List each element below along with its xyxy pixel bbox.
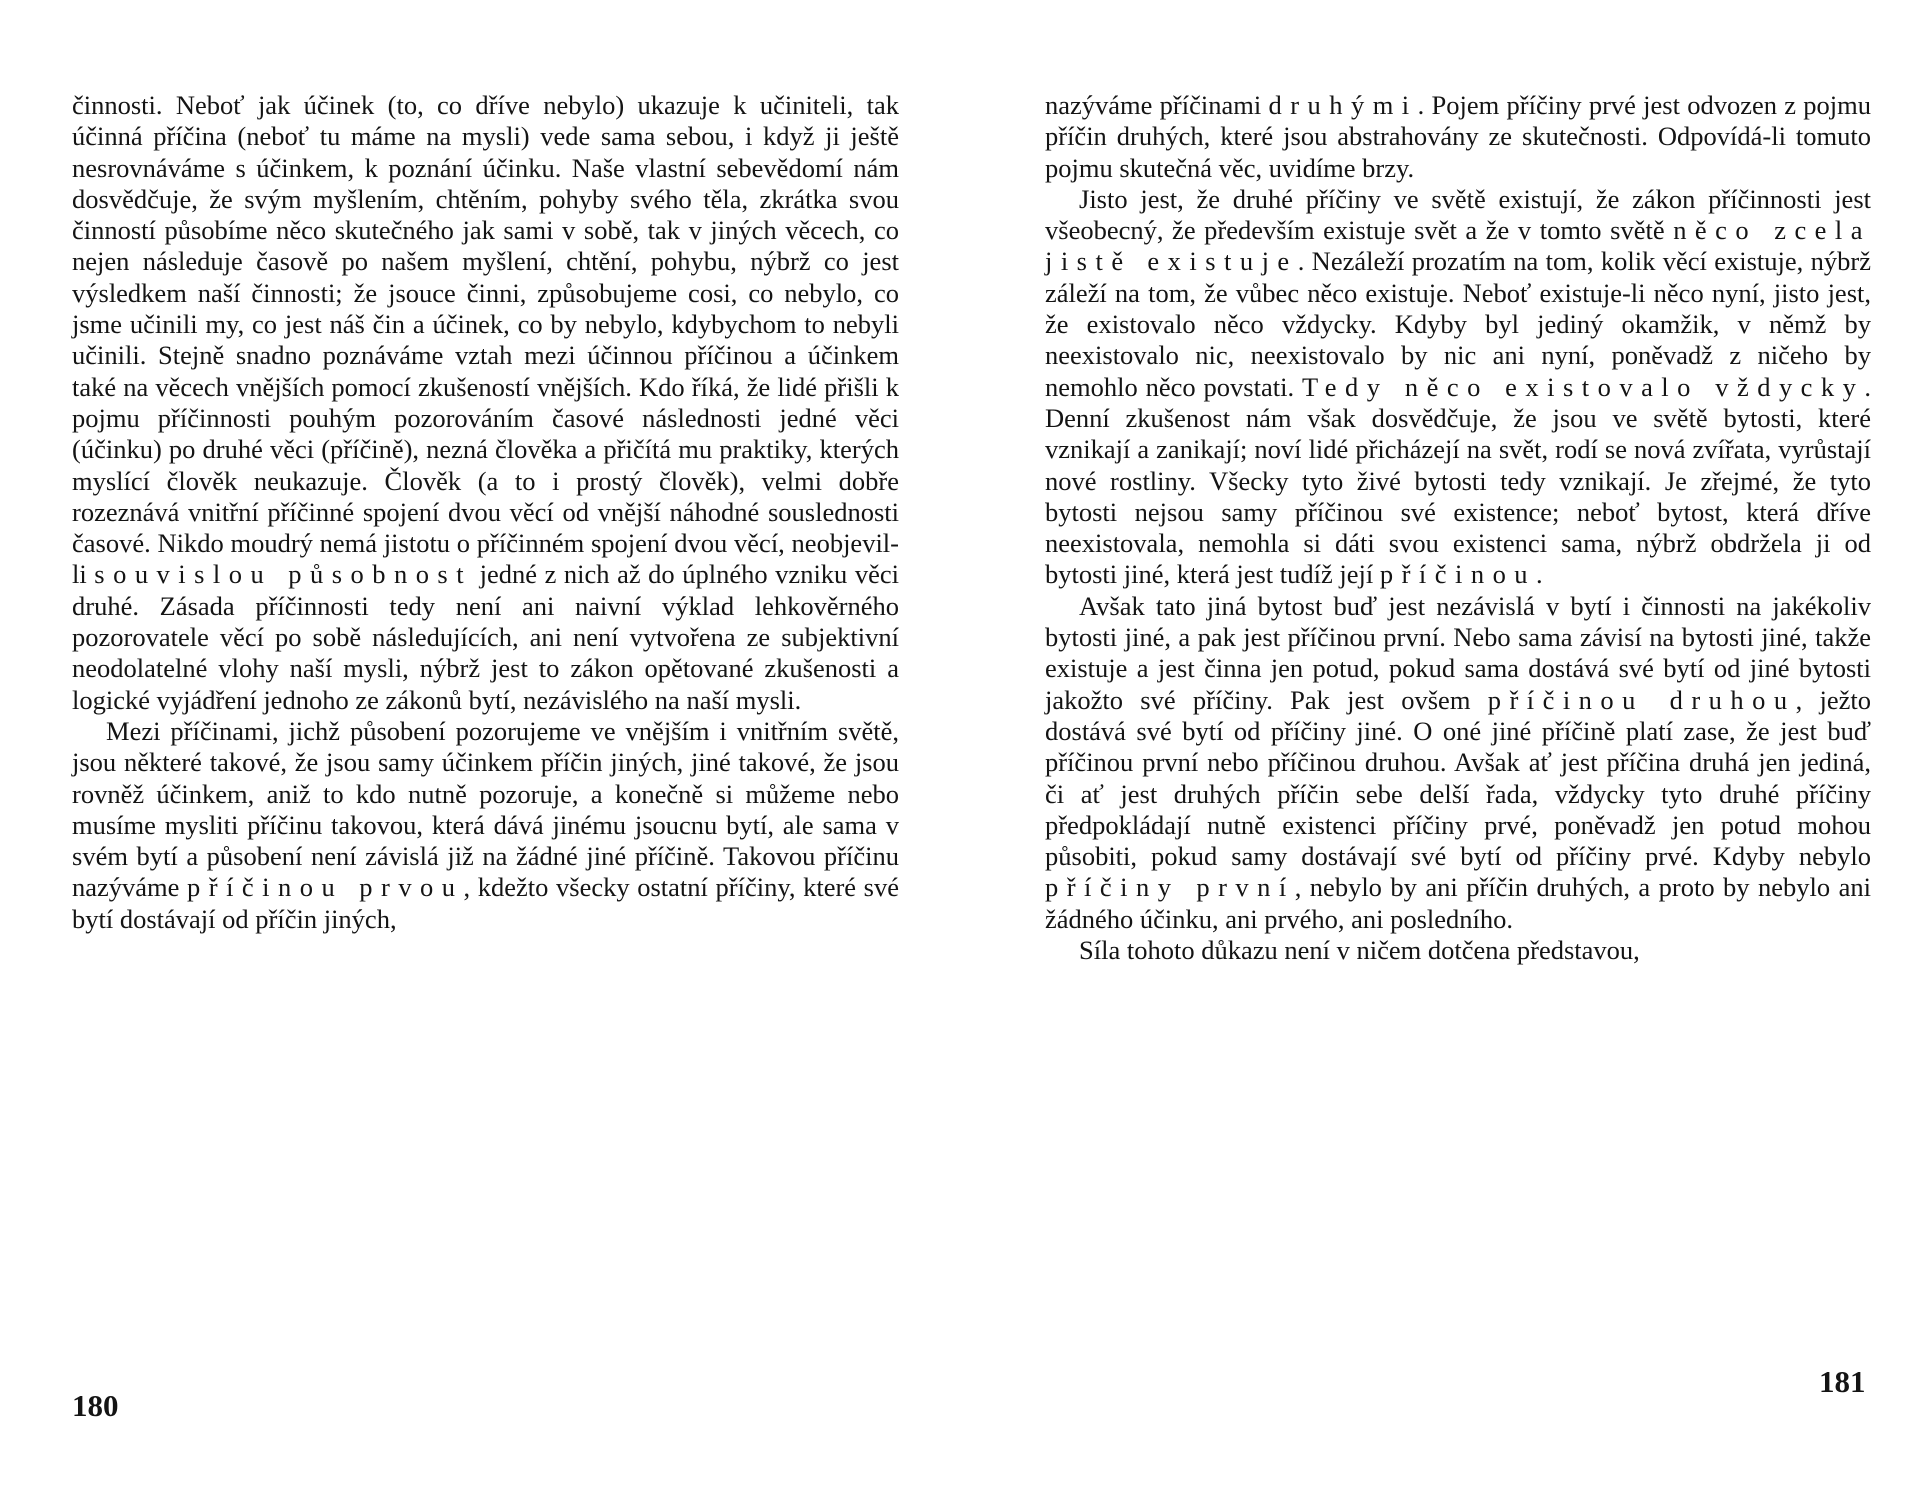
spaced-emphasis: příčinou prvou [187,872,464,903]
spaced-emphasis: něco zcela jistě existuje [1045,215,1872,277]
right-page [961,0,1922,1500]
paragraph: Mezi příčinami, jichž působení pozorujeme ve vnějším i vnitřním světě, jsou některé takové, že jsou samy účinkem příčin jiných, jiné takové, že jsou rovněž účinkem, aniž to kdo nutně pozoruje, a konečně si můžeme nebo musíme mysliti příčinu takovou, která dává jinému jsoucnu bytí, ale sama v svém bytí a působení není závislá již na žádné jiné příčině. Takovou příčinu nazýváme příčinou prvou, kdežto všecky ostatní příčiny, které své bytí dostávají od příčin jiných, [72,715,900,934]
paragraph: nazýváme příčinami druhými. Pojem příčiny prvé jest odvozen z pojmu příčin druhých, které jsou abstrahovány ze skutečnosti. Odpovídá-li tomuto pojmu skutečná věc, uvidíme brzy. [1045,90,1872,183]
spaced-emphasis: příčinou druhou [1487,684,1796,715]
spaced-emphasis: Tedy něco existovalo vždycky [1301,371,1865,402]
left-text-column [72,90,899,935]
paragraph: Avšak tato jiná bytost buď jest nezávislá v bytí i činnosti na jakékoliv bytosti jiné, a pak jest příčinou první. Nebo sama závisí na bytosti jiné, takže existuje a jest činna jen potud, pokud sama dostává své bytí od jiné bytosti jakožto své příčiny. Pak jest ovšem příčinou druhou, ježto dostává své bytí od příčiny jiné. O oné jiné příčině platí zase, že jest buď příčinou první nebo příčinou druhou. Avšak ať jest příčina druhá jen jediná, či ať jest druhých příčin sebe delší řada, vždycky tyto druhé příčiny předpokládají nutně existenci příčiny prvé, poněvadž jen potud mohou působiti, pokud samy dostávají své bytí od příčiny prvé. Kdyby nebylo příčiny první, nebylo by ani příčin druhých, a proto by nebylo ani žádného účinku, ani prvého, ani posledního. [1045,590,1871,934]
spaced-emphasis: příčiny první [1045,872,1295,903]
paragraph: Síla tohoto důkazu není v ničem dotčena představou, [1079,935,1640,966]
spaced-emphasis: druhými [1268,90,1418,120]
page-number: 181 [1819,1364,1866,1399]
right-text-column [1045,90,1871,966]
spaced-emphasis: příčinou [1379,559,1537,590]
paragraph: činnosti. Neboť jak účinek (to, co dříve nebylo) ukazuje k učiniteli, tak účinná příčina (neboť tu máme na mysli) vede sama sebou, i když ji ještě nesrovnáváme s účinkem, k poznání účinku. Naše vlastní sebevědomí nám dosvědčuje, že svým myšlením, chtěním, pohyby svého těla, zkrátka svou činností působíme něco skutečného jak sami v sobě, tak v jiných věcech, co nejen následuje časově po našem myšlení, chtění, pohybu, nýbrž co jest výsledkem naší činnosti; že jsouce činni, způsobujeme cosi, co nebylo, co jsme učinili my, co jest náš čin a účinek, co by nebylo, kdybychom to nebyli učinili. Stejně snadno poznáváme vztah mezi účinnou příčinou a účinkem také na věcech vnějších pomocí zkušeností vnějších. Kdo říká, že lidé přišli k pojmu příčinnosti pouhým pozorováním časové následnosti jedné věci (účinku) po druhé věci (příčině), nezná člověka a přičítá mu praktiky, kterých myslící člověk neukazuje. Člověk (a to i prostý člověk), velmi dobře rozeznává vnitřní příčinné spojení dvou věcí od vnější náhodné souslednosti časové. Nikdo moudrý nemá jistotu o příčinném spojení dvou věcí, neobjevil-li souvislou působnost jedné z nich až do úplného vzniku věci druhé. Zásada příčinnosti tedy není ani naivní výklad lehkověrného pozorovatele věcí po sobě následujících, ani není vytvořena ze subjektivní neodolatelné vlohy naší mysli, nýbrž jest to zákon opětované zkušenosti a logické vyjádření jednoho ze zákonů bytí, nezávislého na naší mysli. [72,90,899,715]
spaced-emphasis: souvislou působnost [94,559,473,590]
page-number: 180 [72,1388,119,1423]
paragraph: Jisto jest, že druhé příčiny ve světě existují, že zákon příčinnosti jest všeobecný, že především existuje svět a že v tomto světě něco zcela jistě existuje. Nezáleží prozatím na tom, kolik věcí existuje, nýbrž záleží na tom, že vůbec něco existuje. Neboť existuje-li něco nyní, jisto jest, že existovalo něco vždycky. Kdyby byl jediný okamžik, v němž by neexistovalo nic, neexistovalo by nic ani nyní, poněvadž z ničeho by nemohlo něco povstati. Tedy něco existovalo vždycky. Denní zkušenost nám však dosvědčuje, že jsou ve světě bytosti, které vznikají a zanikají; noví lidé přicházejí na svět, rodí se nová zvířata, vyrůstají nové rostliny. Všecky tyto živé bytosti tedy vznikají. Je zřejmé, že tyto bytosti nejsou samy příčinou své existence; neboť bytost, která dříve neexistovala, nemohla si dáti svou existenci sama, nýbrž obdržela ji od bytosti jiné, která jest tudíž její příčinou. [1045,183,1872,590]
